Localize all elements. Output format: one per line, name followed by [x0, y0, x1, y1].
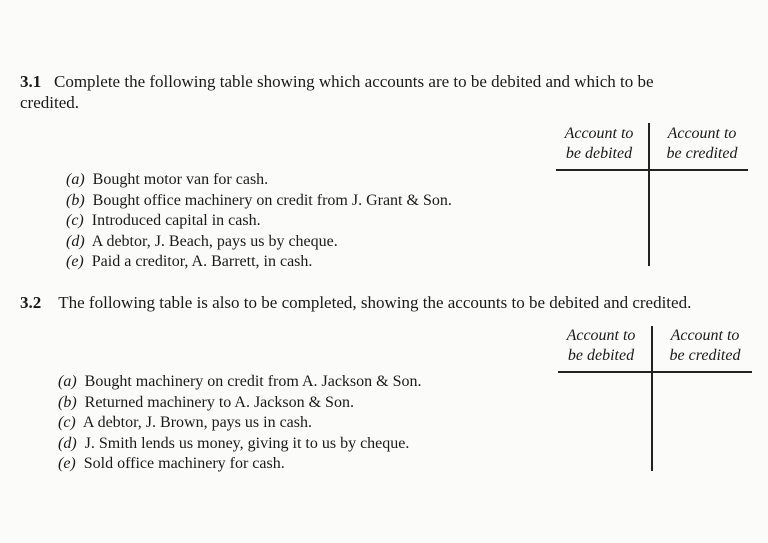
q32-header-credit-line2: be credited	[669, 347, 741, 364]
list-item: (d) J. Smith lends us money, giving it to us by cheque.	[58, 434, 410, 452]
q31-header-credit	[652, 124, 752, 164]
list-item: (e) Sold office machinery for cash.	[58, 455, 285, 472]
q31-header-credit-line2: be credited	[666, 145, 738, 162]
q32-header-debit-line1: Account to	[566, 327, 636, 344]
list-item: (b) Returned machinery to A. Jackson & Son.	[58, 393, 354, 411]
q31-header-debit-line2: be debited	[565, 145, 633, 162]
q32-header-debit	[553, 326, 649, 366]
q31-item-list	[66, 170, 452, 273]
q31-intro-line2: credited.	[20, 93, 79, 112]
q32-intro-text: The following table is also to be completed, showing the accounts to be debited and credited.	[58, 293, 692, 312]
list-item: (b) Bought office machinery on credit from J. Grant & Son.	[66, 191, 452, 209]
q32-table-divider	[651, 326, 653, 471]
q31-intro	[20, 71, 750, 92]
list-item: (c) Introduced capital in cash.	[66, 212, 261, 229]
list-item: (d) A debtor, J. Beach, pays us by cheque.	[66, 232, 338, 250]
q32-header-credit-line1: Account to	[670, 327, 740, 344]
list-item: (a) Bought motor van for cash.	[66, 171, 269, 188]
q32-table-rule	[558, 371, 752, 373]
q31-intro-line1: Complete the following table showing which accounts are to be debited and which to be	[54, 72, 654, 91]
q32-header-credit	[655, 326, 755, 366]
list-item: (a) Bought machinery on credit from A. Jackson & Son.	[58, 373, 422, 390]
q31-header-credit-line1: Account to	[667, 125, 737, 142]
q31-header-debit	[552, 124, 646, 164]
list-item: (e) Paid a creditor, A. Barrett, in cash.	[66, 253, 313, 270]
q32-intro	[20, 292, 760, 313]
q31-table-rule	[556, 169, 748, 171]
q31-table-divider	[648, 123, 650, 266]
q31-number: 3.1	[20, 72, 42, 91]
q32-number: 3.2	[20, 293, 42, 312]
q31-header-debit-line1: Account to	[564, 125, 634, 142]
list-item: (c) A debtor, J. Brown, pays us in cash.	[58, 414, 313, 431]
q32-item-list	[58, 372, 422, 475]
q32-header-debit-line2: be debited	[567, 347, 635, 364]
